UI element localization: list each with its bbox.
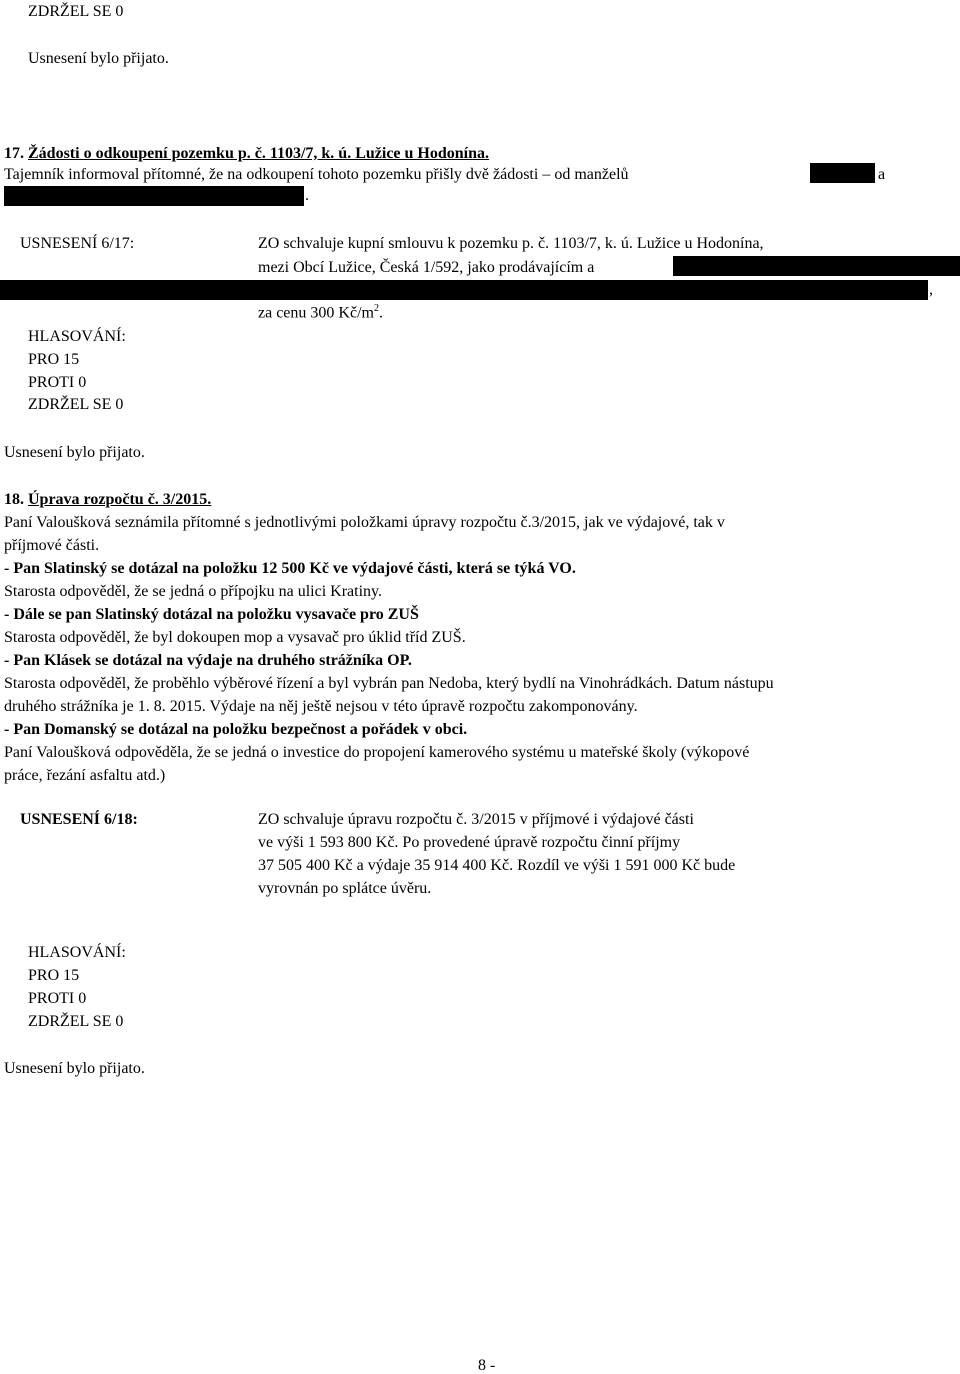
paragraph: Paní Valoušková seznámila přítomné s jednotlivými položkami úpravy rozpočtu č.3/2015, jak ve výdajové, tak v <box>4 514 725 531</box>
resolution-label: USNESENÍ 6/18: <box>20 811 138 828</box>
resolution-result: Usnesení bylo přijato. <box>4 444 145 461</box>
answer: Starosta odpověděl, že byl dokoupen mop a vysavač pro úklid tříd ZUŠ. <box>4 629 466 646</box>
resolution-text: 37 505 400 Kč a výdaje 35 914 400 Kč. Rozdíl ve výši 1 591 000 Kč bude <box>258 857 736 874</box>
resolution-comma: , <box>929 281 933 298</box>
answer: druhého strážníka je 1. 8. 2015. Výdaje na něj ještě nejsou v této úpravě rozpočtu zakomponovány. <box>4 698 638 715</box>
question: - Pan Domanský se dotázal na položku bezpečnost a pořádek v obci. <box>4 721 468 738</box>
question: - Dále se pan Slatinský dotázal na položku vysavače pro ZUŠ <box>4 606 419 623</box>
vote-for: PRO 15 <box>28 967 80 984</box>
vote-title: HLASOVÁNÍ: <box>28 328 126 345</box>
paragraph: příjmové části. <box>4 537 100 554</box>
item17-intro-tail: a <box>878 166 886 183</box>
answer: Starosta odpověděl, že proběhlo výběrové řízení a byl vybrán pan Nedoba, který bydlí na Vinohrádkách. Datum nástupu <box>4 675 774 692</box>
resolution-text: ZO schvaluje úpravu rozpočtu č. 3/2015 v příjmové i výdajové části <box>258 811 694 828</box>
resolution-label: USNESENÍ 6/17: <box>20 235 135 252</box>
redacted-name <box>810 163 875 183</box>
resolution-text: mezi Obcí Lužice, Česká 1/592, jako prodávajícím a <box>258 259 595 276</box>
resolution-text: ve výši 1 593 800 Kč. Po provedené úpravě rozpočtu činní příjmy <box>258 834 681 851</box>
resolution-result: Usnesení bylo přijato. <box>28 50 169 67</box>
question: - Pan Klásek se dotázal na výdaje na druhého strážníka OP. <box>4 652 412 669</box>
item17-heading: 17. Žádosti o odkoupení pozemku p. č. 1103/7, k. ú. Lužice u Hodonína. <box>4 145 489 162</box>
vote-against: PROTI 0 <box>28 374 87 391</box>
item18-heading: 18. Úprava rozpočtu č. 3/2015. <box>4 491 212 508</box>
answer: práce, řezání asfaltu atd.) <box>4 767 166 784</box>
question: - Pan Slatinský se dotázal na položku 12 500 Kč ve výdajové části, která se týká VO. <box>4 560 576 577</box>
resolution-result: Usnesení bylo přijato. <box>4 1060 145 1077</box>
page-number: 8 - <box>478 1357 496 1374</box>
answer: Paní Valoušková odpověděla, že se jedná o investice do propojení kamerového systému u mateřské školy (výkopové <box>4 744 750 761</box>
redacted-name <box>673 256 960 276</box>
vote-abstain: ZDRŽEL SE 0 <box>28 3 124 20</box>
vote-title: HLASOVÁNÍ: <box>28 944 126 961</box>
redacted-name <box>0 280 928 300</box>
item17-intro: Tajemník informoval přítomné, že na odkoupení tohoto pozemku přišly dvě žádosti – od manželů <box>4 166 629 183</box>
vote-for: PRO 15 <box>28 351 80 368</box>
redacted-name <box>4 186 304 206</box>
vote-abstain: ZDRŽEL SE 0 <box>28 396 124 413</box>
answer: Starosta odpověděl, že se jedná o přípojku na ulici Kratiny. <box>4 583 382 600</box>
item17-intro-end: . <box>305 187 309 204</box>
vote-abstain: ZDRŽEL SE 0 <box>28 1013 124 1030</box>
resolution-text: ZO schvaluje kupní smlouvu k pozemku p. č. 1103/7, k. ú. Lužice u Hodonína, <box>258 235 764 252</box>
resolution-text: vyrovnán po splátce úvěru. <box>258 880 432 897</box>
resolution-price: za cenu 300 $Kč/m^2$. <box>258 303 383 322</box>
vote-against: PROTI 0 <box>28 990 87 1007</box>
